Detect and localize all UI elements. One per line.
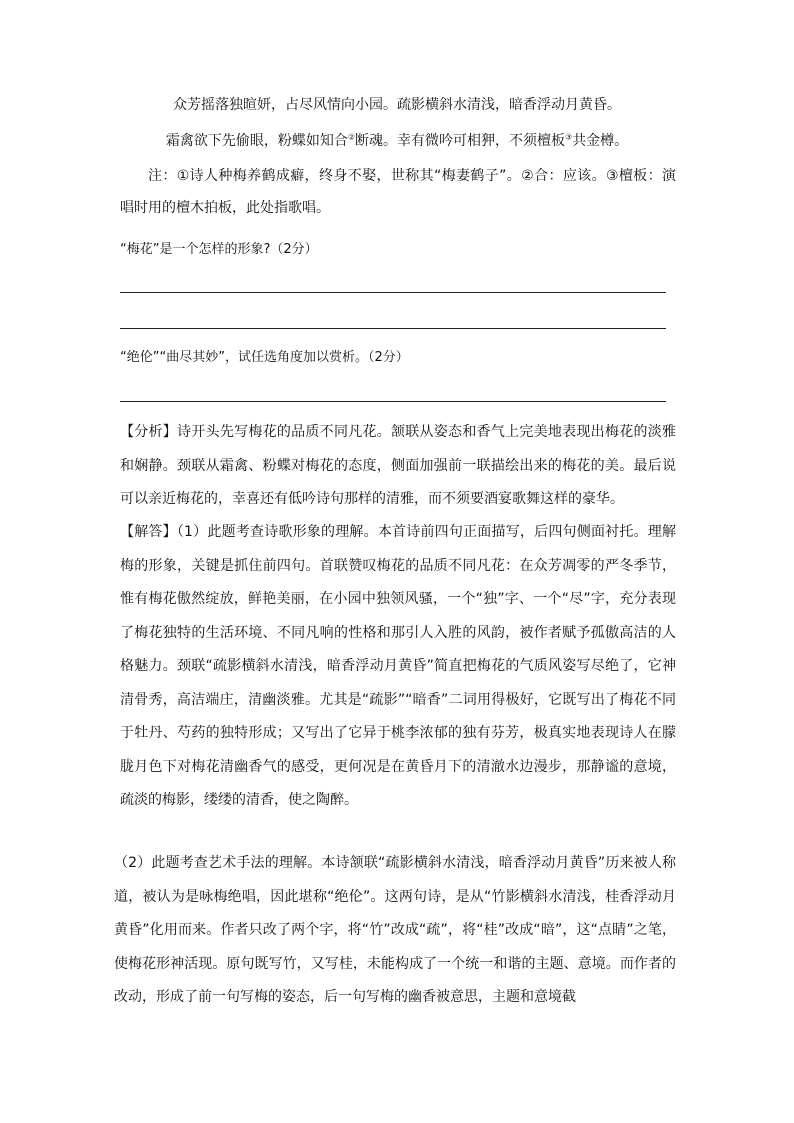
poem-line-2 — [0, 131, 794, 151]
question-1: “梅花”是一个怎样的形象?（2分） — [120, 242, 318, 257]
poem-line-2-part-c: 共金樽。 — [572, 133, 629, 149]
poem-line-2-part-b: 断魂。幸有微吟可相狎，不须檀板 — [355, 133, 565, 149]
question-2: “绝伦”“曲尽其妙”，试任选角度加以赏析。（2分） — [120, 350, 409, 365]
answer-line-3 — [120, 401, 666, 402]
poem-line-1: 众芳摇落独暄妍，占尽风情向小园。疏影横斜水清浅，暗香浮动月黄昏。 — [173, 97, 621, 113]
poem-notes: 注：①诗人种梅养鹤成癖，终身不娶，世称其“梅妻鹤子”。②合：应该。③檀板：演唱时用的檀木拍板，此处指歌唱。 — [120, 168, 676, 216]
answer-line-2 — [120, 328, 666, 329]
footnote-mark-2: ② — [347, 132, 355, 142]
answer-part-2: （2）此题考查艺术手法的理解。本诗颔联“疏影横斜水清浅，暗香浮动月黄昏”历来被人称道，被认为是咏梅绝唱，因此堪称“绝伦”。这两句诗，是从“竹影横斜水清浅，桂香浮动月黄昏”化用而来。作者只改了两个字，将“竹”改成“疏”，将“桂”改成“暗”，这“点睛”之笔，使梅花形神活现。原句既写竹，又写桂，未能构成了一个统一和谐的主题、意境。而作者的改动，形成了前一句写梅的姿态，后一句写梅的幽香被意思，主题和意境截 — [114, 855, 676, 1005]
answer-part-1: 【解答】（1）此题考查诗歌形象的理解。本首诗前四句正面描写，后四句侧面衬托。理解梅的形象，关键是抓住前四句。首联赞叹梅花的品质不同凡花：在众芳凋零的严冬季节，惟有梅花傲然绽放，鲜艳美丽，在小园中独领风骚，一个“独”字、一个“尽”字，充分表现了梅花独特的生活环境、不同凡响的性格和那引人入胜的风韵，被作者赋予孤傲高洁的人格魅力。颈联“疏影横斜水清浅，暗香浮动月黄昏”简直把梅花的气质风姿写尽绝了，它神清骨秀，高洁端庄，清幽淡雅。尤其是“疏影”“暗香”二词用得极好，它既写出了梅花不同于牡丹、芍药的独特形成；又写出了它异于桃李浓郁的独有芬芳，极真实地表现诗人在朦胧月色下对梅花清幽香气的感受，更何况是在黄昏月下的清澈水边漫步，那静谧的意境，疏淡的梅影，缕缕的清香，使之陶醉。 — [120, 524, 676, 808]
answer-line-1 — [120, 292, 666, 293]
poem-line-2-part-a: 霜禽欲下先偷眼，粉蝶如知合 — [165, 133, 348, 149]
analysis-paragraph: 【分析】诗开头先写梅花的品质不同凡花。颔联从姿态和香气上完美地表现出梅花的淡雅和娴静。颈联从霜禽、粉蝶对梅花的态度，侧面加强前一联描绘出来的梅花的美。最后说可以亲近梅花的，幸喜还有低吟诗句那样的清雅，而不须要酒宴歌舞这样的豪华。 — [120, 424, 676, 507]
footnote-mark-3: ③ — [565, 132, 573, 142]
